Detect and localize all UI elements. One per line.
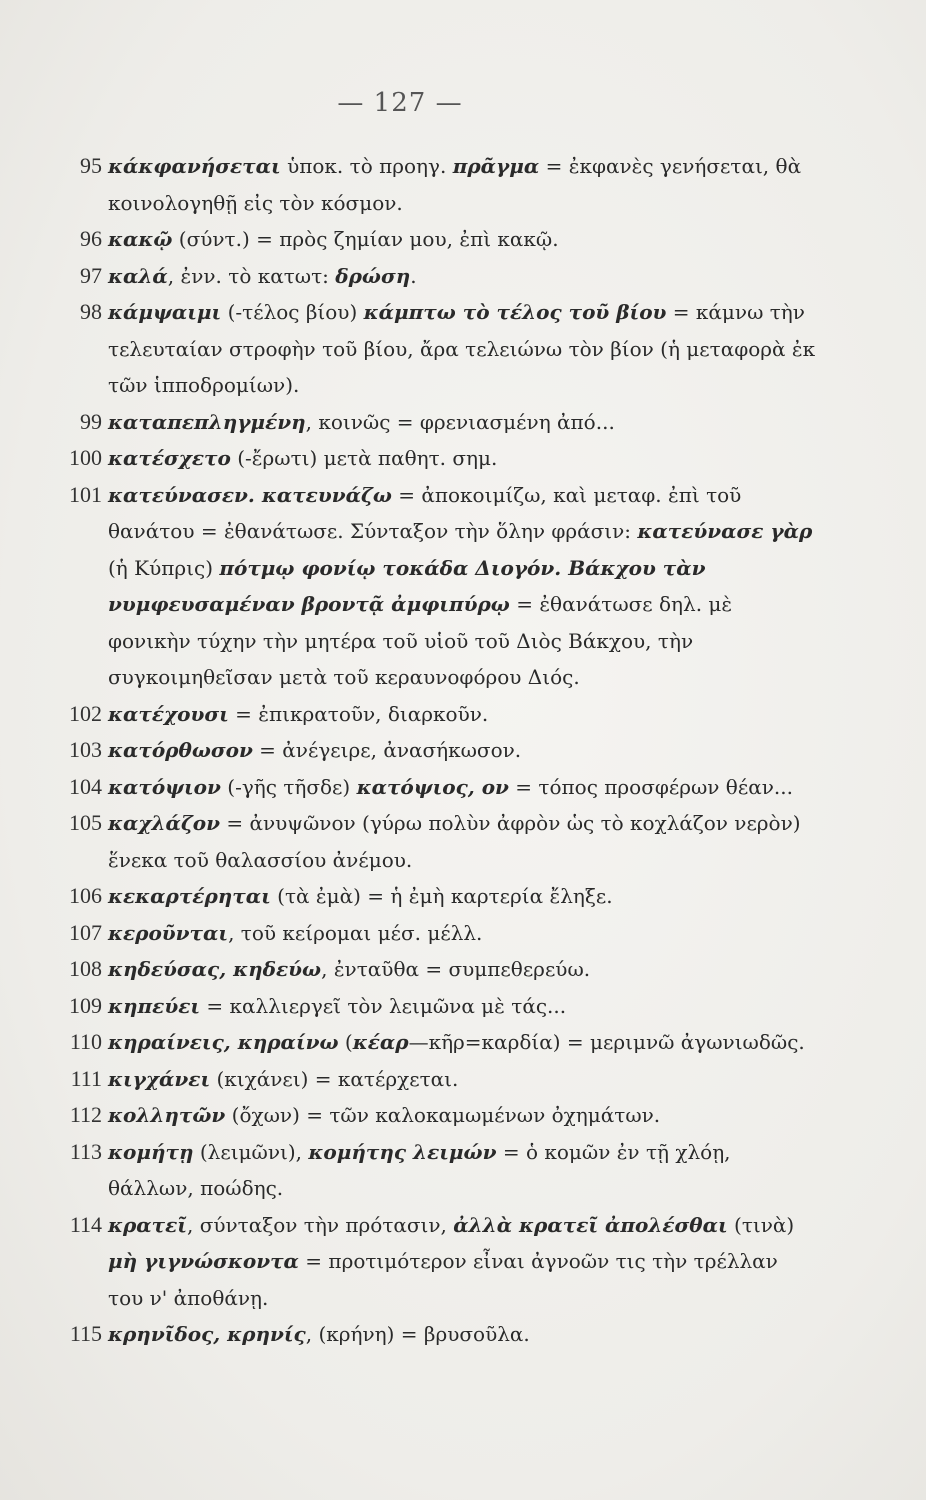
entry-headword: κατεύνασε γὰρ [637,519,813,543]
entry-definition: , ἐνταῦθα = συμπεθερεύω. [321,957,591,981]
entry-number: 97 [80,262,102,288]
entry-headword: δρώση [335,263,411,288]
entry-text [108,775,793,799]
entry-text [108,957,590,981]
entry-headword: κέαρ [352,1030,409,1054]
entry-headword: κατέσχετο [108,446,231,470]
entry-text [108,1213,794,1310]
entry-number: 102 [69,700,102,726]
entry-number: 111 [70,1065,102,1091]
entry-headword: κομήτης λειμών [308,1139,497,1164]
glossary-entry [56,440,816,477]
glossary-entry [56,805,816,878]
entry-text [108,227,559,251]
entry-headword: ἀλλὰ κρατεῖ ἀπολέσθαι [453,1212,728,1237]
glossary-entry [56,915,816,952]
glossary-entry [56,696,816,733]
entry-definition: = κάμνω τὴν τελευταίαν στροφὴν τοῦ βίου, ἄρα τελειώνω τὸν βίον (ἡ μεταφορὰ ἐκ τῶν ἱπποδρομίων). [108,300,816,397]
glossary-entry [56,1061,816,1098]
entry-definition: = ἐκφανὲς γενήσεται, θὰ κοινολογηθῇ εἰς τὸν κόσμον. [108,154,802,215]
entry-number: 113 [69,1138,102,1164]
entry-text [108,154,801,215]
entry-definition: ὑποκ. τὸ προηγ. [280,154,453,178]
entry-headword: καλά [108,263,168,288]
entry-number: 115 [69,1321,102,1346]
entry-definition: —κῆρ=καρδία) = μεριμνῶ ἀγωνιωδῶς. [408,1030,805,1054]
entry-text [108,884,613,908]
entry-headword: κατόρθωσον [108,738,253,762]
entry-headword: πρᾶγμα [452,154,540,178]
entry-definition: . [410,263,417,288]
glossary-entry [56,1134,816,1207]
glossary-entry [56,148,816,221]
entry-text [108,702,488,726]
entry-definition: (-τέλος βίου) [221,300,364,324]
entry-definition: ( [338,1030,353,1054]
entry-headword: κατεύνασεν. κατευνάζω [108,482,392,507]
entry-headword: κακῷ [108,227,173,251]
entry-definition: = τόπος προσφέρων θέαν... [508,774,793,799]
entry-text [108,1322,530,1346]
entry-number: 100 [69,445,102,470]
entry-headword: κηπεύει [108,993,201,1018]
glossary-entry [56,1097,816,1134]
glossary-entry [56,221,816,258]
entry-definition: (τὰ ἐμὰ) = ἡ ἐμὴ καρτερία ἔληξε. [270,884,613,908]
entry-number: 109 [69,992,102,1018]
entry-definition: (-γῆς τῆσδε) [220,774,357,799]
entry-headword: κρηνῖδος, κρηνίς [108,1322,306,1346]
glossary-entry [56,878,816,915]
entry-number: 112 [69,1102,102,1127]
entry-text [108,738,521,762]
glossary-entry [56,404,816,441]
entry-text [108,811,801,872]
entry-headword: κάκφανήσεται [108,154,281,178]
entry-number: 108 [69,956,102,981]
entry-headword: μὴ γιγνώσκοντα [108,1249,299,1273]
glossary-entry [56,1316,816,1353]
glossary-entry [56,1024,816,1061]
entry-headword: κομήτῃ [108,1139,194,1164]
entry-number: 107 [69,919,102,945]
entry-text [108,994,566,1018]
entry-number: 98 [80,299,102,324]
entry-text [108,921,482,945]
entry-headword: κάμπτω τὸ τέλος τοῦ βίου [363,300,667,324]
entry-definition: = ὁ κομῶν ἐν τῇ χλόῃ, θάλλων, ποώδης. [108,1139,731,1200]
glossary-entry [56,732,816,769]
glossary-entry [56,951,816,988]
glossary-entry [56,769,816,806]
entry-definition: = προτιμότερον εἶναι ἀγνοῶν τις τὴν τρέλλαν του ν' ἀποθάνῃ. [108,1249,778,1310]
entry-definition: , κοινῶς = φρενιασμένη ἀπό... [305,409,615,434]
entry-headword: κατόψιον [108,774,221,799]
entry-headword: κολλητῶν [108,1103,226,1127]
entry-headword: κηδεύσας, κηδεύω [108,957,322,981]
entry-definition: = καλλιεργεῖ τὸν λειμῶνα μὲ τάς... [200,993,567,1018]
entry-text [108,410,615,434]
glossary-entry [56,1207,816,1317]
entry-definition: (λειμῶνι), [193,1139,309,1164]
glossary-entries [56,148,816,1353]
entry-text [108,1067,458,1091]
entry-number: 101 [69,481,102,507]
entry-text [108,264,417,288]
entry-number: 103 [69,737,102,762]
entry-headword: κεροῦνται [108,920,229,945]
entry-definition: = ἐπικρατοῦν, διαρκοῦν. [228,701,489,726]
entry-definition: , σύνταξον τὴν πρότασιν, [186,1212,454,1237]
entry-number: 106 [69,883,102,908]
entry-text [108,446,497,470]
entry-number: 95 [80,153,102,178]
entry-definition: (τινὰ) [727,1212,795,1237]
entry-number: 99 [80,408,102,434]
page-number: — 127 — [337,88,463,118]
glossary-entry [56,258,816,295]
entry-headword: κατόψιος, ον [356,774,509,799]
entry-definition: (κιχάνει) = κατέρχεται. [210,1066,459,1091]
entry-definition: = ἀνέγειρε, ἀνασήκωσον. [252,738,522,762]
entry-headword: καταπεπληγμένη [108,409,306,434]
entry-number: 104 [69,773,102,799]
entry-definition: = ἀποκοιμίζω, καὶ μεταφ. ἐπὶ τοῦ θανάτου = ἐθανάτωσε. Σύνταξον τὴν ὅλην φράσιν: [108,482,742,543]
entry-number: 110 [69,1029,102,1054]
entry-definition: , (κρήνη) = βρυσοῦλα. [305,1322,530,1346]
glossary-entry [56,294,816,404]
entry-headword: κηραίνεις, κηραίνω [108,1030,339,1054]
entry-headword: κάμψαιμι [108,300,222,324]
entry-definition: (ὄχων) = τῶν καλοκαμωμένων ὀχημάτων. [225,1103,661,1127]
entry-number: 114 [69,1211,102,1237]
glossary-entry [56,477,816,696]
entry-text [108,1030,805,1054]
glossary-entry [56,988,816,1025]
entry-definition: (σύντ.) = πρὸς ζημίαν μου, ἐπὶ κακῷ. [172,227,559,251]
entry-headword: κιγχάνει [108,1066,211,1091]
entry-headword: κατέχουσι [108,701,229,726]
entry-headword: καχλάζον [108,811,221,835]
entry-headword: κρατεῖ [108,1212,187,1237]
entry-number: 105 [69,810,102,835]
entry-definition: = ἐθανάτωσε δηλ. μὲ φονικὴν τύχην τὴν μητέρα τοῦ υἱοῦ τοῦ Διὸς Βάκχου, τὴν συγκοιμηθεῖσαν μετὰ τοῦ κεραυνοφόρου Διός. [108,592,733,689]
entry-definition: , τοῦ κείρομαι μέσ. μέλλ. [228,920,483,945]
entry-text [108,300,815,397]
entry-text [108,1103,660,1127]
entry-headword: κεκαρτέρηται [108,884,271,908]
entry-definition: (ἡ Κύπρις) [108,555,220,580]
entry-definition: (-ἔρωτι) μετὰ παθητ. σημ. [230,446,498,470]
entry-definition: , ἐνν. τὸ κατωτ: [167,263,336,288]
entry-number: 96 [80,226,102,251]
entry-definition: = ἀνυψῶνον (γύρω πολὺν ἀφρὸν ὡς τὸ κοχλάζον νερὸν) ἕνεκα τοῦ θαλασσίου ἀνέμου. [108,811,801,872]
entry-text [108,483,812,690]
entry-headword: πότμῳ φονίῳ τοκάδα Διογόν. Βάκχου τὰν νυμφευσαμέναν βροντᾷ ἀμφιπύρῳ [108,555,706,616]
entry-text [108,1140,731,1201]
